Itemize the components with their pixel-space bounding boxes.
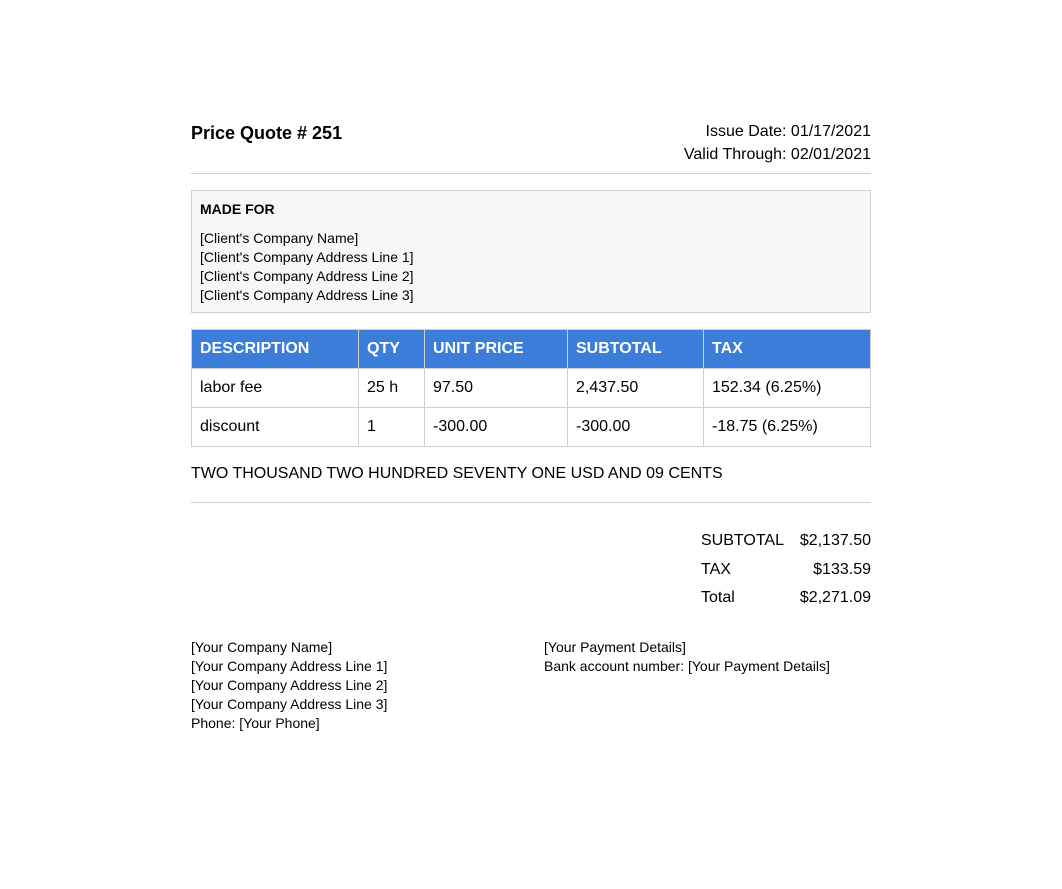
payment-info	[544, 638, 871, 733]
totals-block	[701, 530, 871, 616]
company-address-line-2: [Your Company Address Line 2]	[191, 676, 388, 693]
cell-subtotal: -300.00	[568, 408, 704, 447]
amount-in-words: TWO THOUSAND TWO HUNDRED SEVENTY ONE USD AND 09 CENTS	[191, 464, 871, 503]
table-row	[192, 408, 871, 447]
company-address-line-3: [Your Company Address Line 3]	[191, 695, 388, 712]
quote-title: Price Quote # 251	[191, 123, 343, 143]
company-name: [Your Company Name]	[191, 638, 333, 655]
cell-tax: -18.75 (6.25%)	[704, 408, 871, 447]
total-row	[701, 587, 871, 616]
table-row	[192, 369, 871, 408]
price-quote-document	[191, 119, 871, 733]
total-label: Total	[701, 589, 735, 606]
client-address-line-3: [Client's Company Address Line 3]	[200, 287, 414, 303]
client-address	[200, 229, 862, 305]
cell-qty: 1	[359, 408, 425, 447]
issue-date: Issue Date: 01/17/2021	[705, 123, 871, 140]
cell-qty: 25 h	[359, 369, 425, 408]
valid-through-date: Valid Through: 02/01/2021	[683, 146, 871, 163]
made-for-box	[191, 190, 871, 313]
cell-description: discount	[192, 408, 359, 447]
cell-unit-price: 97.50	[425, 369, 568, 408]
quote-header	[191, 119, 871, 174]
tax-label: TAX	[701, 560, 731, 578]
made-for-heading: MADE FOR	[200, 201, 275, 217]
cell-description: labor fee	[192, 369, 359, 408]
client-address-line-1: [Client's Company Address Line 1]	[200, 249, 414, 265]
payment-details: [Your Payment Details]	[544, 638, 686, 655]
client-company-name: [Client's Company Name]	[200, 230, 359, 246]
company-info	[191, 638, 544, 733]
cell-subtotal: 2,437.50	[568, 369, 704, 408]
client-address-line-2: [Client's Company Address Line 2]	[200, 268, 414, 284]
cell-tax: 152.34 (6.25%)	[704, 369, 871, 408]
subtotal-label: SUBTOTAL	[701, 532, 784, 549]
table-header-row	[192, 330, 871, 369]
column-header-qty: QTY	[359, 330, 425, 369]
company-phone: Phone: [Your Phone]	[191, 714, 320, 731]
tax-value: $133.59	[813, 560, 871, 578]
total-value: $2,271.09	[799, 589, 871, 606]
subtotal-value: $2,137.50	[799, 532, 871, 549]
quote-dates	[684, 120, 871, 166]
bank-account-number: Bank account number: [Your Payment Details]	[544, 657, 830, 674]
subtotal-row	[701, 530, 871, 559]
cell-unit-price: -300.00	[425, 408, 568, 447]
footer	[191, 638, 871, 733]
tax-row	[701, 559, 871, 588]
column-header-unit-price: UNIT PRICE	[425, 330, 568, 369]
line-items-table	[191, 329, 871, 447]
column-header-description: DESCRIPTION	[192, 330, 359, 369]
column-header-tax: TAX	[704, 330, 871, 369]
company-address-line-1: [Your Company Address Line 1]	[191, 657, 388, 674]
column-header-subtotal: SUBTOTAL	[568, 330, 704, 369]
